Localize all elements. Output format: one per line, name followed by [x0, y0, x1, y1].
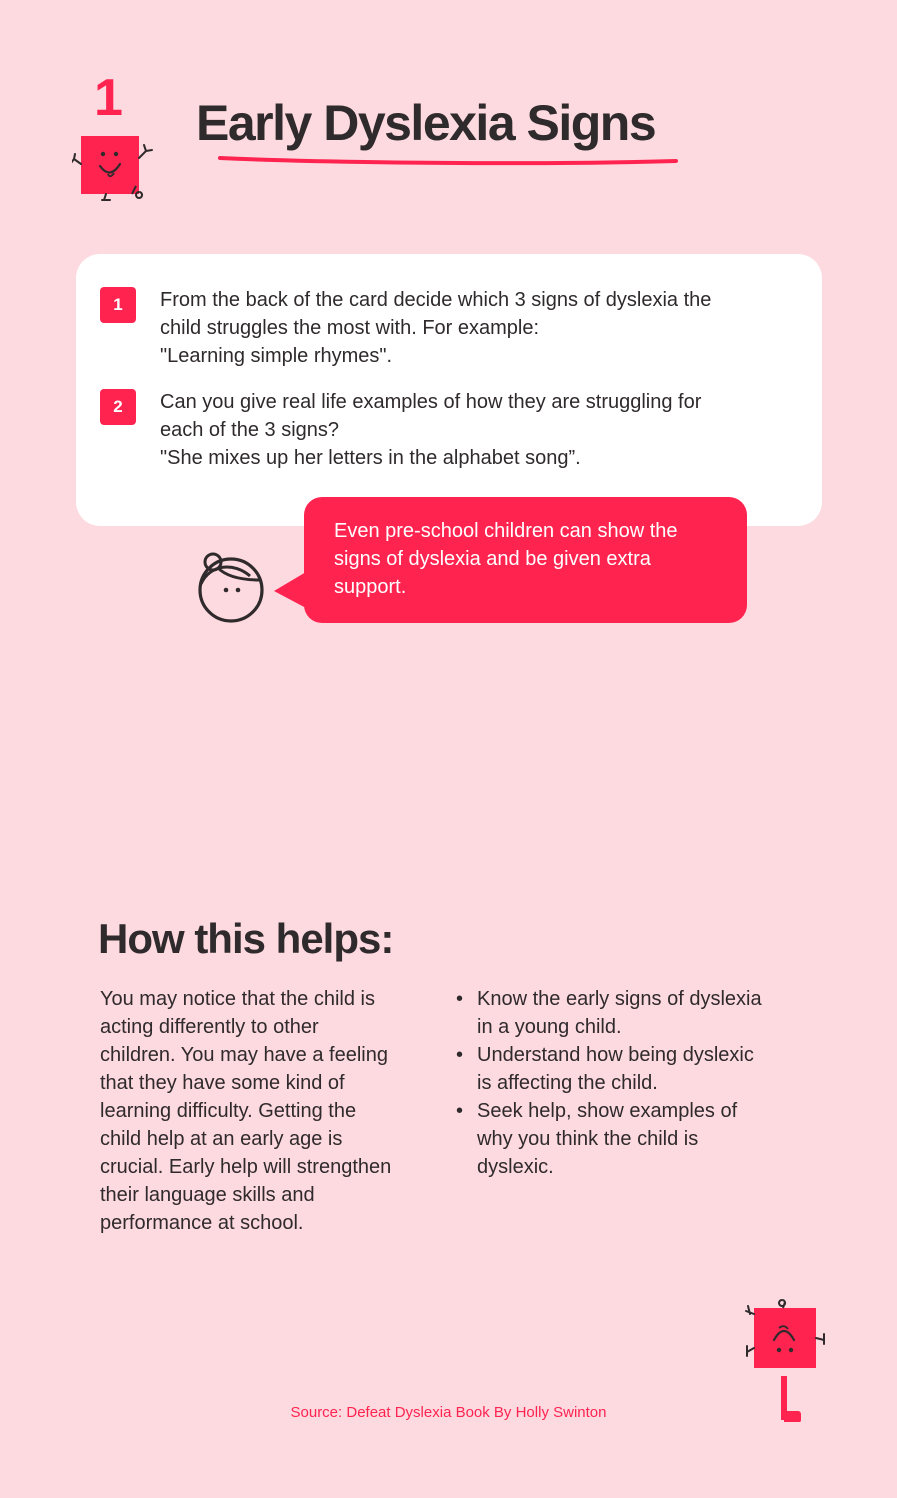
benefit-list — [456, 985, 816, 1181]
step-text: From the back of the card decide which 3 signs of dyslexia the child struggles the most with. For example: "Learning simple rhymes". — [160, 289, 712, 367]
step-item — [100, 388, 780, 472]
tip-speech-bubble: Even pre-school children can show the signs of dyslexia and be given extra support. — [304, 497, 747, 623]
how-paragraph: You may notice that the child is acting differently to other children. You may have a feeling that they have some kind of learning difficulty. Getting the child help at an early age is crucial. Early help will strengthen their language skills and performance at school. — [100, 988, 392, 1234]
steps-card — [76, 254, 822, 526]
girl-face-icon — [192, 546, 270, 626]
title-underline — [214, 150, 684, 172]
section-heading: How this helps: — [98, 915, 394, 962]
step-number-badge: 1 — [100, 287, 136, 323]
upside-down-square-mascot-icon — [744, 1298, 836, 1378]
page-title: Early Dyslexia Signs — [196, 95, 656, 151]
step-text: Can you give real life examples of how they are struggling for each of the 3 signs? "She mixes up her letters in the alphabet song”. — [160, 391, 702, 469]
list-item: • Know the early signs of dyslexia in a young child. — [456, 985, 816, 1041]
list-item: • Understand how being dyslexic is affecting the child. — [456, 1041, 816, 1097]
step-number-large: 1 — [94, 69, 123, 127]
list-item: • Seek help, show examples of why you think the child is dyslexic. — [456, 1097, 816, 1181]
source-credit: Source: Defeat Dyslexia Book By Holly Swinton — [290, 1404, 607, 1421]
step-item — [100, 286, 780, 370]
smiling-square-mascot-icon — [72, 130, 156, 202]
step-number-badge: 2 — [100, 389, 136, 425]
speech-bubble-tail — [274, 572, 306, 608]
